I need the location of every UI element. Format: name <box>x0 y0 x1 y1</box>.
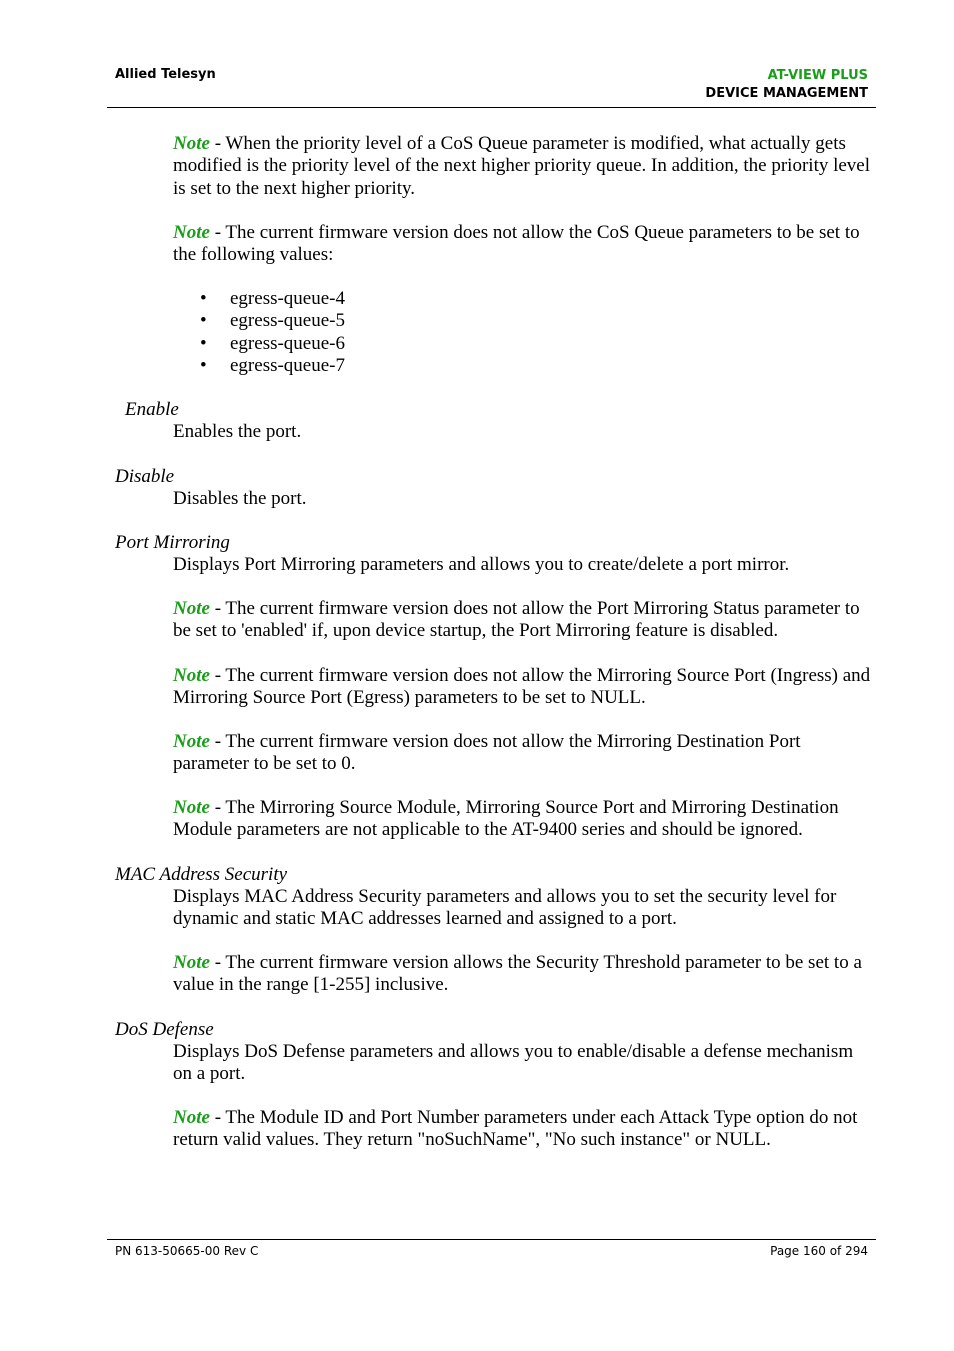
bullet-text: egress-queue-4 <box>230 288 346 309</box>
bullet-item <box>200 310 345 332</box>
bullet-icon: • <box>200 288 207 309</box>
note-paragraph <box>173 797 873 842</box>
note-paragraph <box>173 133 873 200</box>
header-product: AT-VIEW PLUS <box>767 68 868 83</box>
term-enable: Enable <box>125 399 179 420</box>
header-section: DEVICE MANAGEMENT <box>705 86 868 101</box>
term-dos-defense: DoS Defense <box>115 1019 214 1040</box>
note-label: Note <box>173 133 210 154</box>
bullet-icon: • <box>200 333 207 354</box>
term-port-mirroring-desc: Displays Port Mirroring parameters and allows you to create/delete a port mirror. <box>173 554 790 575</box>
term-disable: Disable <box>115 466 175 487</box>
note-text: - When the priority level of a CoS Queue parameter is modified, what actually gets modified is the priority level of the next higher priority queue. In addition, the priority level is set to the next higher priority. <box>173 133 871 199</box>
bullet-text: egress-queue-6 <box>230 333 346 354</box>
bullet-item <box>200 333 345 355</box>
footer-page-number: Page 160 of 294 <box>770 1244 868 1258</box>
term-mac-address-security-desc: Displays MAC Address Security parameters and allows you to set the security level for dynamic and static MAC addresses learned and assigned to a port. <box>173 886 837 930</box>
term-dos-defense-desc: Displays DoS Defense parameters and allows you to enable/disable a defense mechanism on a port. <box>173 1041 854 1085</box>
note-label: Note <box>173 665 210 686</box>
term-mac-address-security: MAC Address Security <box>115 864 288 885</box>
bullet-item <box>200 288 345 310</box>
header-rule <box>107 107 876 108</box>
bullet-text: egress-queue-7 <box>230 355 346 376</box>
footer-rule <box>107 1239 876 1240</box>
term-port-mirroring: Port Mirroring <box>115 532 230 553</box>
note-paragraph <box>173 1107 873 1152</box>
term-disable-desc: Disables the port. <box>173 488 307 509</box>
header-company: Allied Telesyn <box>115 67 216 82</box>
bullet-item <box>200 355 345 377</box>
note-paragraph <box>173 665 873 710</box>
header-right <box>705 67 868 103</box>
note-label: Note <box>173 952 210 973</box>
note-label: Note <box>173 731 210 752</box>
bullet-icon: • <box>200 355 207 376</box>
note-text: - The Mirroring Source Module, Mirroring Source Port and Mirroring Destination Module parameters are not applicable to the AT-9400 series and should be ignored. <box>173 797 839 841</box>
note-text: - The current firmware version does not allow the Mirroring Destination Port parameter to be set to 0. <box>173 731 801 775</box>
note-paragraph <box>173 731 873 776</box>
note-text: - The current firmware version allows the Security Threshold parameter to be set to a value in the range [1-255] inclusive. <box>173 952 862 996</box>
note-paragraph <box>173 598 873 643</box>
note-paragraph <box>173 222 873 267</box>
note-text: - The current firmware version does not allow the Mirroring Source Port (Ingress) and Mirroring Source Port (Egress) parameters to be set to NULL. <box>173 665 871 709</box>
note-text: - The current firmware version does not allow the CoS Queue parameters to be set to the following values: <box>173 222 860 266</box>
note-paragraph <box>173 952 873 997</box>
bullet-text: egress-queue-5 <box>230 310 346 331</box>
note-label: Note <box>173 797 210 818</box>
term-enable-desc: Enables the port. <box>173 421 302 442</box>
footer-part-number: PN 613-50665-00 Rev C <box>115 1244 259 1258</box>
note-label: Note <box>173 222 210 243</box>
note-label: Note <box>173 1107 210 1128</box>
note-text: - The Module ID and Port Number parameters under each Attack Type option do not return valid values. They return "noSuchName", "No such instance" or NULL. <box>173 1107 858 1151</box>
bullet-icon: • <box>200 310 207 331</box>
note-label: Note <box>173 598 210 619</box>
note-text: - The current firmware version does not allow the Port Mirroring Status parameter to be set to 'enabled' if, upon device startup, the Port Mirroring feature is disabled. <box>173 598 860 642</box>
